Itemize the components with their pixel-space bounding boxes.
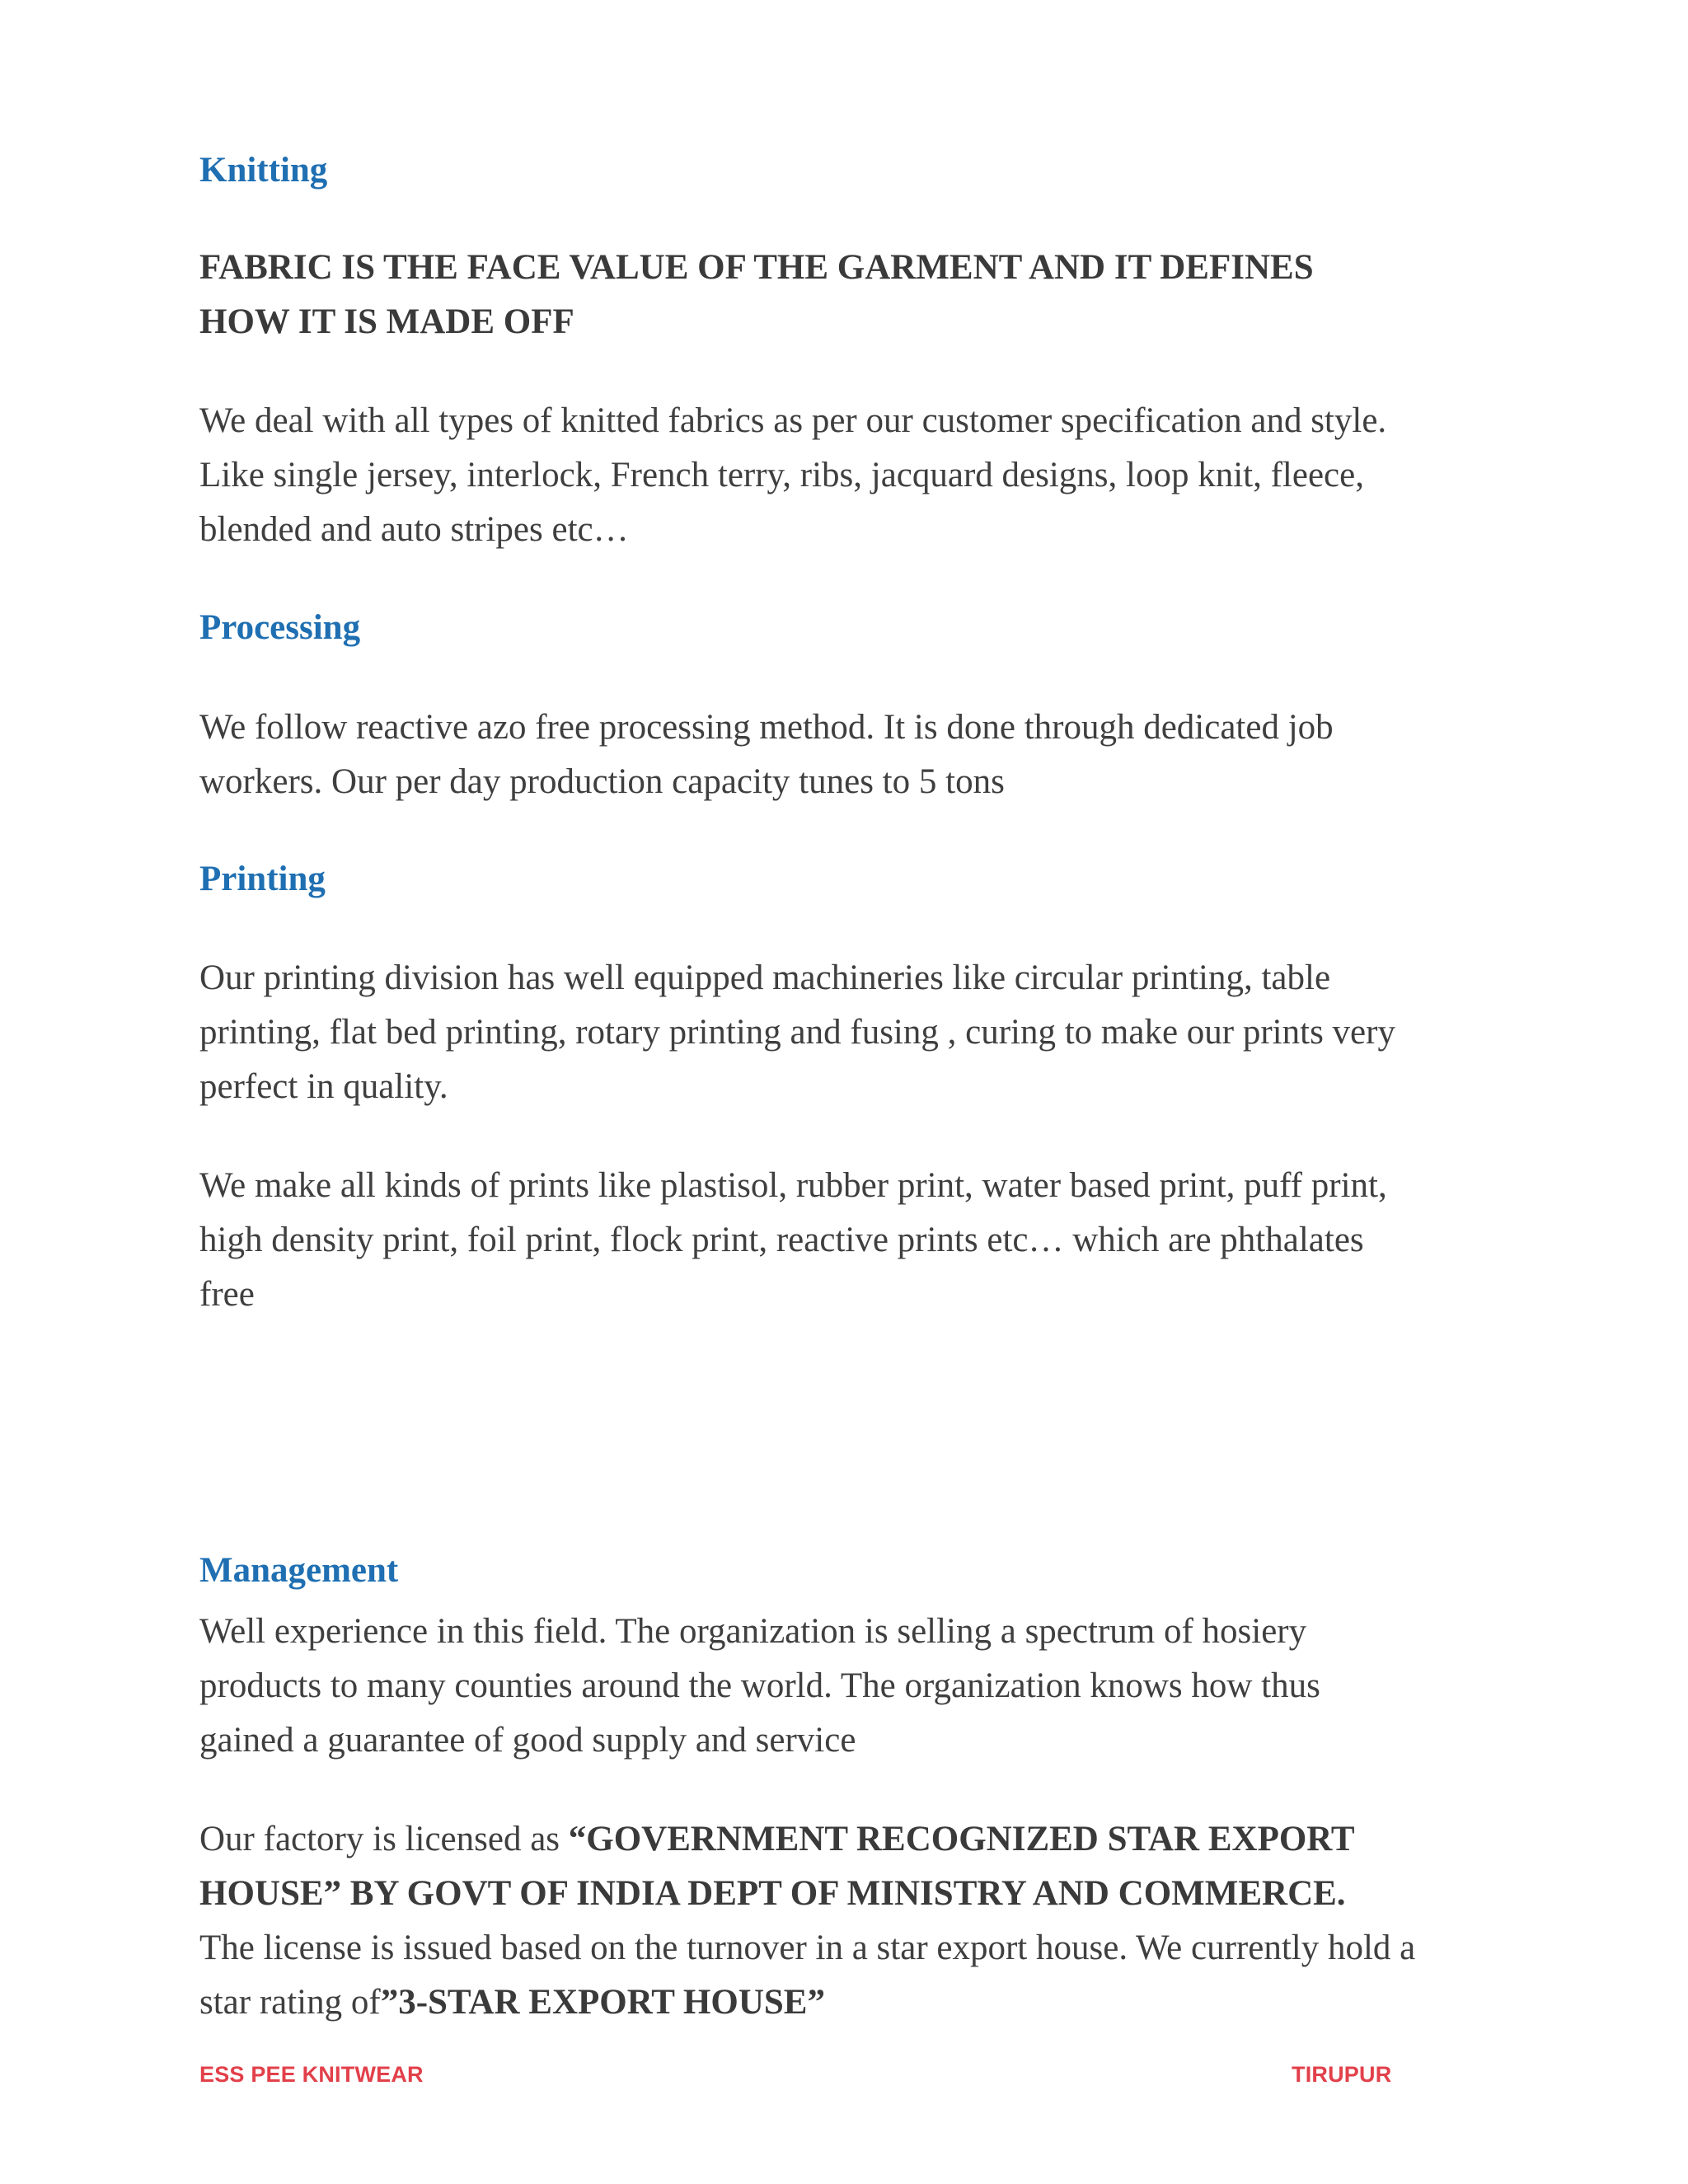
- printing-paragraph-2: [199, 1159, 1502, 1322]
- paragraph-line: high density print, foil print, flock print, reactive prints etc… which are phthalates: [199, 1221, 1364, 1259]
- section-heading-printing: Printing: [199, 860, 326, 898]
- footer-company-name: ESS PEE KNITWEAR: [199, 2062, 424, 2087]
- license-text: star rating of: [199, 1983, 381, 2022]
- license-emphasis-line: HOUSE” BY GOVT OF INDIA DEPT OF MINISTRY AND COMMERCE.: [199, 1874, 1346, 1913]
- paragraph-line: Well experience in this field. The organization is selling a spectrum of hosiery: [199, 1612, 1307, 1651]
- knitting-paragraph: [199, 394, 1502, 557]
- license-line: The license is issued based on the turnover in a star export house. We currently hold a: [199, 1929, 1416, 1967]
- printing-paragraph-1: [199, 951, 1502, 1114]
- paragraph-line: Our printing division has well equipped machineries like circular printing, table: [199, 958, 1331, 997]
- processing-paragraph: [199, 701, 1502, 809]
- section-heading-management: Management: [199, 1551, 399, 1590]
- paragraph-line: We make all kinds of prints like plastisol, rubber print, water based print, puff print,: [199, 1166, 1387, 1205]
- paragraph-line: printing, flat bed printing, rotary printing and fusing , curing to make our prints very: [199, 1013, 1395, 1052]
- paragraph-line: free: [199, 1275, 255, 1314]
- license-text: Our factory is licensed as: [199, 1820, 569, 1858]
- paragraph-line: We follow reactive azo free processing method. It is done through dedicated job: [199, 708, 1334, 747]
- paragraph-line: perfect in quality.: [199, 1067, 448, 1106]
- star-rating: ”3-STAR EXPORT HOUSE”: [380, 1983, 825, 2022]
- management-paragraph: [199, 1605, 1502, 1768]
- paragraph-line: products to many counties around the world. The organization knows how thus: [199, 1666, 1320, 1705]
- license-line: [199, 1812, 1502, 1867]
- section-heading-knitting: Knitting: [199, 151, 328, 190]
- paragraph-line: workers. Our per day production capacity tunes to 5 tons: [199, 762, 1005, 801]
- knitting-subheading: [199, 241, 1502, 349]
- section-heading-processing: Processing: [199, 608, 361, 647]
- license-emphasis: “GOVERNMENT RECOGNIZED STAR EXPORT: [568, 1820, 1355, 1858]
- knitting-subheading-line: FABRIC IS THE FACE VALUE OF THE GARMENT AND IT DEFINES: [199, 248, 1314, 287]
- paragraph-line: We deal with all types of knitted fabrics as per our customer specification and style.: [199, 401, 1387, 440]
- paragraph-line: gained a guarantee of good supply and service: [199, 1721, 856, 1760]
- license-line: [199, 1975, 1502, 2030]
- footer-location: TIRUPUR: [1292, 2062, 1392, 2087]
- license-paragraph: [199, 1812, 1502, 2030]
- paragraph-line: blended and auto stripes etc…: [199, 510, 629, 549]
- knitting-subheading-line: HOW IT IS MADE OFF: [199, 302, 574, 341]
- paragraph-line: Like single jersey, interlock, French terry, ribs, jacquard designs, loop knit, fleece,: [199, 456, 1364, 494]
